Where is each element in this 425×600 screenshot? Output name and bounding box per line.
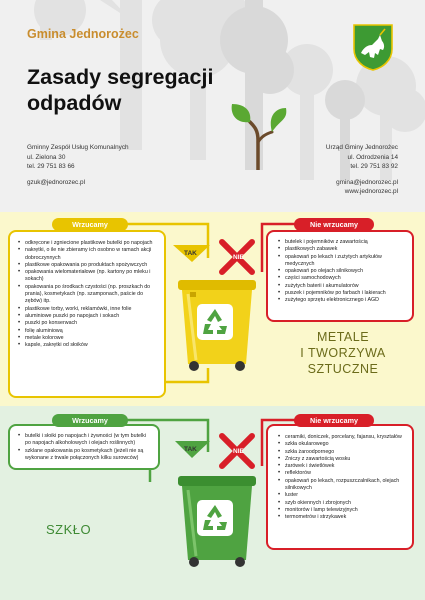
list-item: • opakowania po środkach czystości (np. proszkach do prania), kosmetykach (np. szamponach, paście do zębów) itp. — [18, 284, 158, 306]
accepted-header: Wrzucamy — [52, 218, 128, 231]
list-item: • plastikowe torby, worki, reklamówki, inne folie — [18, 306, 158, 313]
accepted-header: Wrzucamy — [52, 414, 128, 427]
rejected-box — [266, 424, 414, 550]
list-item: • zużytego sprzętu elektronicznego i AGD — [278, 297, 406, 304]
municipality-name: Gmina Jednorożec — [27, 27, 139, 41]
rejected-list — [268, 426, 412, 522]
tak-label: TAK — [184, 446, 197, 453]
sprout-icon — [228, 100, 288, 170]
list-item: • plastikowych zabawek — [278, 246, 406, 253]
list-item: • Zniczy z zawartością wosku — [278, 456, 406, 463]
list-item: • ceramiki, doniczek, porcelany, fajansu, kryształów — [278, 434, 406, 441]
list-item: • opakowań po lekach, rozpuszczalnikach, olejach silnikowych — [278, 478, 406, 493]
contact-phone: tel. 29 751 83 66 — [27, 163, 75, 171]
list-item: • opakowania wielomateriałowe (np. kartony po mleku i sokach) — [18, 269, 158, 284]
page-title-line2: odpadów — [27, 91, 122, 115]
contact-org: Urząd Gminy Jednorożec — [325, 144, 398, 151]
metal-plastic-section — [0, 212, 425, 406]
list-item: • butelki i słoiki po napojach i żywności (w tym butelki po napojach alkoholowych i olejach roślinnych) — [18, 433, 152, 448]
list-item: • opakowań po olejach silnikowych — [278, 268, 406, 275]
list-item: • szkła okularowego — [278, 441, 406, 448]
list-item: • butelek i pojemników z zawartością — [278, 239, 406, 246]
contact-street: ul. Odrodzenia 14 — [347, 153, 398, 161]
rejected-box — [266, 230, 414, 322]
page-title-line1: Zasady segregacji — [27, 65, 214, 89]
list-item: • reflektorów — [278, 470, 406, 477]
list-item: • opakowań po lekach i zużytych artykułów medycznych — [278, 254, 406, 269]
list-item: • termometrów i strzykawek — [278, 514, 406, 521]
contact-street: ul. Zielona 30 — [27, 153, 66, 161]
contact-website[interactable]: www.jednorozec.pl — [344, 188, 398, 196]
contact-phone: tel. 29 751 83 92 — [350, 163, 398, 171]
list-item: • metale kolorowe — [18, 335, 158, 342]
list-item: • części samochodowych — [278, 275, 406, 282]
crest-icon — [352, 23, 394, 71]
accepted-box — [8, 230, 166, 398]
category-line2: I TWORZYWA — [300, 346, 386, 360]
category-label: SZKŁO — [46, 522, 92, 537]
list-item: • kapsle, zakrętki od słoików — [18, 342, 158, 349]
nie-label: NIE — [233, 448, 244, 455]
list-item: • zużytych baterii i akumulatorów — [278, 283, 406, 290]
list-item: • folię aluminiową — [18, 328, 158, 335]
list-item: • aluminiowe puszki po napojach i sokach — [18, 313, 158, 320]
tak-label: TAK — [184, 250, 197, 257]
list-item: • nakrętki, o ile nie zbieramy ich osobno w ramach akcji dobroczynnych — [18, 247, 158, 262]
list-item: • luster — [278, 492, 406, 499]
list-item: • odkręcone i zgniecione plastikowe butelki po napojach — [18, 240, 158, 247]
list-item: • puszek i pojemników po farbach i lakierach — [278, 290, 406, 297]
contact-gzuk — [27, 143, 129, 187]
list-item: • szkła żaroodpornego — [278, 449, 406, 456]
rejected-list — [268, 232, 412, 305]
category-label — [278, 329, 408, 377]
contact-email[interactable]: gmina@jednorozec.pl — [336, 178, 398, 186]
category-line3: SZTUCZNE — [307, 362, 379, 376]
list-item: • szklane opakowania po kosmetykach (jeżeli nie są wykonane z trwale połączonych kilku surowców) — [18, 448, 152, 463]
contact-urzad — [326, 143, 398, 197]
list-item: • żarówek i świetlówek — [278, 463, 406, 470]
list-item: • szyb okiennych i zbrojonych — [278, 500, 406, 507]
list-item: • puszki po konserwach — [18, 320, 158, 327]
glass-section — [0, 406, 425, 600]
accepted-list — [10, 426, 158, 462]
category-line1: METALE — [316, 330, 370, 344]
header — [0, 0, 425, 212]
rejected-header: Nie wrzucamy — [294, 414, 374, 427]
accepted-list — [10, 232, 164, 349]
list-item: • monitorów i lamp telewizyjnych — [278, 507, 406, 514]
accepted-box — [8, 424, 160, 470]
contact-email[interactable]: gzuk@jednorozec.pl — [27, 178, 85, 186]
contact-org: Gminny Zespół Usług Komunalnych — [27, 144, 129, 151]
list-item: • plastikowe opakowania po produktach spożywczych — [18, 262, 158, 269]
nie-label: NIE — [233, 254, 244, 261]
rejected-header: Nie wrzucamy — [294, 218, 374, 231]
